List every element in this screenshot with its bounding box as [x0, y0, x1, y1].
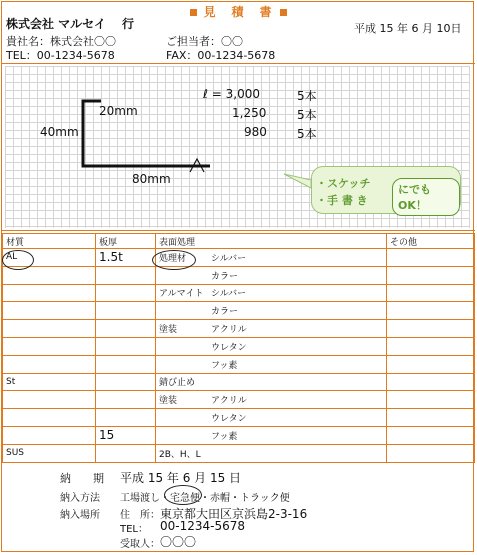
other-cell: [387, 391, 475, 409]
delivery-tel-label: TEL：: [120, 524, 148, 535]
surface-cell: [156, 444, 387, 462]
surface-finish: シルバー: [211, 289, 247, 300]
col-thickness: 板厚: [96, 234, 156, 249]
length-value: ℓ = 3,000: [203, 87, 260, 101]
thickness-cell: [96, 284, 156, 302]
surface-type: 塗装: [159, 396, 178, 407]
surface-cell: [156, 337, 387, 355]
material-cell: SUS: [3, 444, 96, 462]
dim-length: 80mm: [132, 172, 171, 186]
thickness-cell: [96, 409, 156, 427]
table-row: [3, 373, 475, 391]
circle-mark-material: [2, 250, 34, 270]
table-row: [3, 409, 475, 427]
surface-cell: [156, 409, 387, 427]
thickness-cell: [96, 355, 156, 373]
title-text: 見 積 書: [203, 5, 274, 19]
other-cell: [387, 426, 475, 444]
bubble-line-handwritten: ・手 書 き: [316, 194, 368, 207]
table-row: [3, 302, 475, 320]
delivery-tel-value: 00-1234-5678: [160, 519, 246, 533]
client-fax: FAX：00-1234-5678: [166, 49, 276, 62]
surface-finish: カラー: [211, 307, 239, 318]
material-cell: [3, 302, 96, 320]
other-cell: [387, 355, 475, 373]
table-row: [3, 249, 475, 267]
circle-mark-courier: [164, 485, 202, 505]
table-row: [3, 355, 475, 373]
other-cell: [387, 249, 475, 267]
surface-cell: [156, 320, 387, 338]
material-cell: [3, 284, 96, 302]
quantity-value: 5本: [297, 108, 317, 122]
circle-mark-surface: [152, 250, 196, 270]
surface-cell: [156, 426, 387, 444]
address-label: 住 所：: [120, 510, 160, 521]
table-row: [3, 337, 475, 355]
thickness-cell: 15: [96, 426, 156, 444]
delivery-method-label: 納入方法: [60, 493, 100, 504]
surface-finish: ウレタン: [211, 414, 247, 425]
deadline-value: 平成 15 年 6 月 15 日: [120, 471, 242, 485]
col-material: 材質: [3, 234, 96, 249]
client-company: 貴社名：株式会社〇〇: [6, 35, 116, 48]
surface-type: 塗装: [159, 325, 178, 336]
thickness-cell: [96, 373, 156, 391]
thickness-cell: [96, 266, 156, 284]
length-value: 980: [244, 125, 267, 139]
col-surface: 表面処理: [156, 234, 387, 249]
surface-type: 処理材: [159, 253, 187, 264]
material-cell: St: [3, 373, 96, 391]
table-row: [3, 391, 475, 409]
receiver-label: 受取人：: [120, 539, 160, 550]
bubble-tail: [284, 174, 311, 188]
surface-finish: シルバー: [211, 253, 247, 264]
quantity-value: 5本: [297, 89, 317, 103]
dim-flange-width: 20mm: [99, 104, 138, 118]
surface-finish: フッ素: [211, 431, 238, 442]
client-tel: TEL：00-1234-5678: [6, 49, 115, 62]
thickness-cell: [96, 444, 156, 462]
surface-cell: [156, 355, 387, 373]
other-cell: [387, 337, 475, 355]
table-header-row: [3, 234, 475, 249]
surface-finish: アクリル: [211, 325, 247, 336]
surface-cell: [156, 391, 387, 409]
other-cell: [387, 284, 475, 302]
sketch-divider: [2, 230, 475, 231]
length-row: [203, 87, 260, 101]
surface-cell: [156, 373, 387, 391]
surface-type: アルマイト: [159, 289, 204, 300]
address-value: 東京都大田区京浜島2-3-16: [160, 507, 308, 521]
table-row: [3, 266, 475, 284]
receiver-value: 〇〇〇: [160, 535, 197, 549]
table-row: [3, 444, 475, 462]
table-row: [3, 426, 475, 444]
other-cell: [387, 266, 475, 284]
other-cell: [387, 302, 475, 320]
bubble-ok-label: にでもOK！: [392, 178, 460, 216]
material-cell: [3, 337, 96, 355]
other-cell: [387, 409, 475, 427]
surface-finish: カラー: [211, 271, 239, 282]
col-other: その他: [387, 234, 475, 249]
dim-height: 40mm: [40, 125, 79, 139]
material-cell: AL: [3, 249, 96, 267]
table-row: [3, 284, 475, 302]
material-cell: [3, 426, 96, 444]
material-cell: [3, 391, 96, 409]
delivery-place-label: 納入場所: [60, 510, 100, 521]
sketch-ok-bubble: [311, 166, 461, 214]
surface-type: 錆び止め: [159, 378, 196, 389]
surface-cell: [156, 266, 387, 284]
thickness-cell: [96, 320, 156, 338]
thickness-cell: [96, 391, 156, 409]
recipient: 株式会社 マルセイ 行: [6, 17, 134, 31]
bubble-line-sketch: ・スケッチ: [316, 177, 371, 190]
material-cell: [3, 409, 96, 427]
table-row: [3, 320, 475, 338]
surface-cell: [156, 302, 387, 320]
thickness-cell: [96, 302, 156, 320]
length-value: 1,250: [232, 106, 267, 120]
thickness-cell: [96, 337, 156, 355]
quantity-value: 5本: [297, 127, 317, 141]
surface-type: 2B、H、L: [159, 449, 201, 460]
delivery-method-value: 工場渡し・宅急便・赤帽・トラック便: [120, 493, 290, 504]
other-cell: [387, 373, 475, 391]
material-cell: [3, 355, 96, 373]
surface-finish: フッ素: [211, 360, 238, 371]
surface-finish: アクリル: [211, 396, 247, 407]
deadline-label: 納 期: [60, 472, 104, 485]
spec-table: [2, 233, 475, 463]
material-cell: [3, 320, 96, 338]
surface-finish: ウレタン: [211, 342, 247, 353]
client-person: ご担当者：〇〇: [166, 35, 243, 48]
surface-cell: [156, 284, 387, 302]
issue-date: 平成 15 年 6 月 10日: [354, 22, 462, 35]
thickness-cell: 1.5t: [96, 249, 156, 267]
other-cell: [387, 320, 475, 338]
other-cell: [387, 444, 475, 462]
